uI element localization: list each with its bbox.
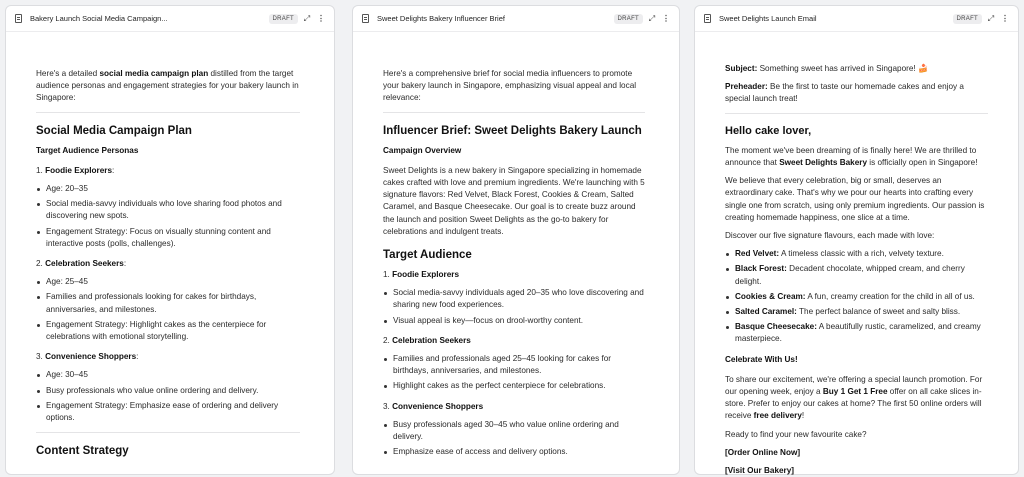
- draft-badge: DRAFT: [614, 14, 644, 24]
- email-paragraph: The moment we've been dreaming of is finally here! We are thrilled to announce that Sweet Delights Bakery is officially open in Singapore!: [725, 145, 978, 168]
- expand-icon[interactable]: ⤢: [303, 13, 311, 23]
- document-icon: [362, 14, 369, 23]
- divider: [383, 112, 645, 113]
- more-options-icon[interactable]: ⋮: [662, 13, 670, 23]
- list-item: Visual appeal is key—focus on drool-worthy content.: [383, 315, 645, 327]
- email-subject: Subject: Something sweet has arrived in Singapore! 🍰: [725, 64, 929, 73]
- divider: [725, 113, 988, 114]
- audience-list: [383, 353, 645, 393]
- list-item: Social media-savvy individuals who love sharing food photos and discovering new spots.: [36, 198, 300, 222]
- list-item: Families and professionals aged 25–45 looking for cakes for birthdays, anniversaries, and milestones.: [383, 353, 645, 377]
- cake-icon: 🍰: [917, 64, 929, 73]
- persona-heading: 2. Celebration Seekers:: [36, 259, 127, 269]
- panel-title[interactable]: Bakery Launch Social Media Campaign...: [30, 14, 168, 23]
- flavour-list: [725, 248, 988, 345]
- persona-list: [36, 276, 300, 343]
- draft-badge: DRAFT: [269, 14, 299, 24]
- list-item: Engagement Strategy: Focus on visually stunning content and interactive posts (polls, challenges).: [36, 226, 300, 250]
- list-item: Age: 25–45: [36, 276, 300, 288]
- document-panel-campaign-plan: [5, 5, 335, 475]
- email-paragraph: Discover our five signature flavours, each made with love:: [725, 231, 935, 241]
- panel-title[interactable]: Sweet Delights Launch Email: [719, 14, 817, 23]
- list-item: Families and professionals looking for cakes for birthdays, anniversaries, and milestones.: [36, 291, 300, 315]
- list-item: Salted Caramel: The perfect balance of sweet and salty bliss.: [725, 306, 988, 318]
- list-item: Age: 30–45: [36, 369, 300, 381]
- visit-bakery-link[interactable]: [Visit Our Bakery]: [725, 466, 795, 476]
- email-paragraph: Ready to find your new favourite cake?: [725, 429, 867, 439]
- divider: [36, 112, 300, 113]
- persona-list: [36, 369, 300, 424]
- intro-paragraph: Here's a detailed social media campaign plan distilled from the target audience personas and engagement strategies for your bakery launch in Singapore:: [36, 69, 299, 103]
- list-item: Social media-savvy individuals aged 20–35 who love discovering and sharing new food experiences.: [383, 287, 645, 311]
- list-item: Busy professionals aged 30–45 who value online ordering and delivery.: [383, 419, 645, 443]
- section-heading: Content Strategy: [36, 445, 129, 458]
- section-heading: Social Media Campaign Plan: [36, 124, 192, 137]
- subsection-heading: Campaign Overview: [383, 145, 462, 155]
- draft-badge: DRAFT: [953, 14, 983, 24]
- audience-list: [383, 419, 645, 459]
- expand-icon[interactable]: ⤢: [648, 13, 656, 23]
- panel-header: [353, 6, 679, 32]
- email-paragraph: To share our excitement, we're offering a special launch promotion. For our opening week, enjoy a Buy 1 Get 1 Free offer on all cake slices in-store. Prefer to enjoy our cakes at home? The first 50 online orders will receive free delivery!: [725, 374, 983, 421]
- audience-heading: 3. Convenience Shoppers: [383, 401, 484, 411]
- list-item: Highlight cakes as the perfect centerpiece for celebrations.: [383, 380, 645, 392]
- list-item: Busy professionals who value online ordering and delivery.: [36, 385, 300, 397]
- list-item: Basque Cheesecake: A beautifully rustic, caramelized, and creamy masterpiece.: [725, 321, 988, 345]
- subsection-heading: Target Audience Personas: [36, 145, 139, 155]
- document-body: [695, 32, 1018, 477]
- list-item: Black Forest: Decadent chocolate, whipped cream, and cherry delight.: [725, 263, 988, 287]
- document-body: [6, 32, 334, 458]
- audience-heading: 1. Foodie Explorers: [383, 270, 460, 280]
- document-icon: [15, 14, 22, 23]
- more-options-icon[interactable]: ⋮: [1001, 13, 1009, 23]
- persona-heading: 1. Foodie Explorers:: [36, 165, 115, 175]
- document-panel-influencer-brief: [352, 5, 680, 475]
- list-item: Red Velvet: A timeless classic with a rich, velvety texture.: [725, 248, 988, 260]
- panel-title[interactable]: Sweet Delights Bakery Influencer Brief: [377, 14, 505, 23]
- email-paragraph: We believe that every celebration, big or small, deserves an extraordinary cake. That's why we pour our hearts into crafting every single one from scratch, using only premium ingredients. Our passion is creating homemade happiness, one slice at a time.: [725, 176, 985, 222]
- persona-heading: 3. Convenience Shoppers:: [36, 352, 139, 362]
- audience-heading: 2. Celebration Seekers: [383, 335, 471, 345]
- list-item: Age: 20–35: [36, 183, 300, 195]
- list-item: Engagement Strategy: Highlight cakes as the centerpiece for celebrations with emotional storytelling.: [36, 319, 300, 343]
- panel-header: [6, 6, 334, 32]
- document-panel-launch-email: [694, 5, 1019, 475]
- overview-paragraph: Sweet Delights is a new bakery in Singapore specializing in homemade cakes crafted with love and premium ingredients. We're launching with 5 signature flavors: Red Velvet, Black Forest, Cookies & Cream, Salted Caramel, and Basque Cheesecake. Our goal is to create buzz around the launch and position Sweet Delights as the go-to bakery for celebrations and indulgent treats.: [383, 165, 645, 236]
- divider: [36, 432, 300, 433]
- expand-icon[interactable]: ⤢: [987, 13, 995, 23]
- list-item: Engagement Strategy: Emphasize ease of ordering and delivery options.: [36, 400, 300, 424]
- list-item: Emphasize ease of access and delivery options.: [383, 446, 645, 458]
- email-greeting: Hello cake lover,: [725, 124, 812, 137]
- panel-header: [695, 6, 1018, 32]
- order-online-link[interactable]: [Order Online Now]: [725, 447, 801, 457]
- document-icon: [704, 14, 711, 23]
- subsection-heading: Celebrate With Us!: [725, 354, 798, 364]
- audience-list: [383, 287, 645, 327]
- persona-list: [36, 183, 300, 250]
- list-item: Cookies & Cream: A fun, creamy creation for the child in all of us.: [725, 291, 988, 303]
- section-heading: Influencer Brief: Sweet Delights Bakery Launch: [383, 124, 642, 137]
- document-body: [353, 32, 679, 458]
- email-preheader: Preheader: Be the first to taste our homemade cakes and enjoy a special launch treat!: [725, 82, 964, 104]
- intro-paragraph: Here's a comprehensive brief for social media influencers to promote your bakery launch in Singapore, emphasizing visual appeal and local relevance:: [383, 69, 637, 103]
- section-heading: Target Audience: [383, 249, 472, 262]
- more-options-icon[interactable]: ⋮: [317, 13, 325, 23]
